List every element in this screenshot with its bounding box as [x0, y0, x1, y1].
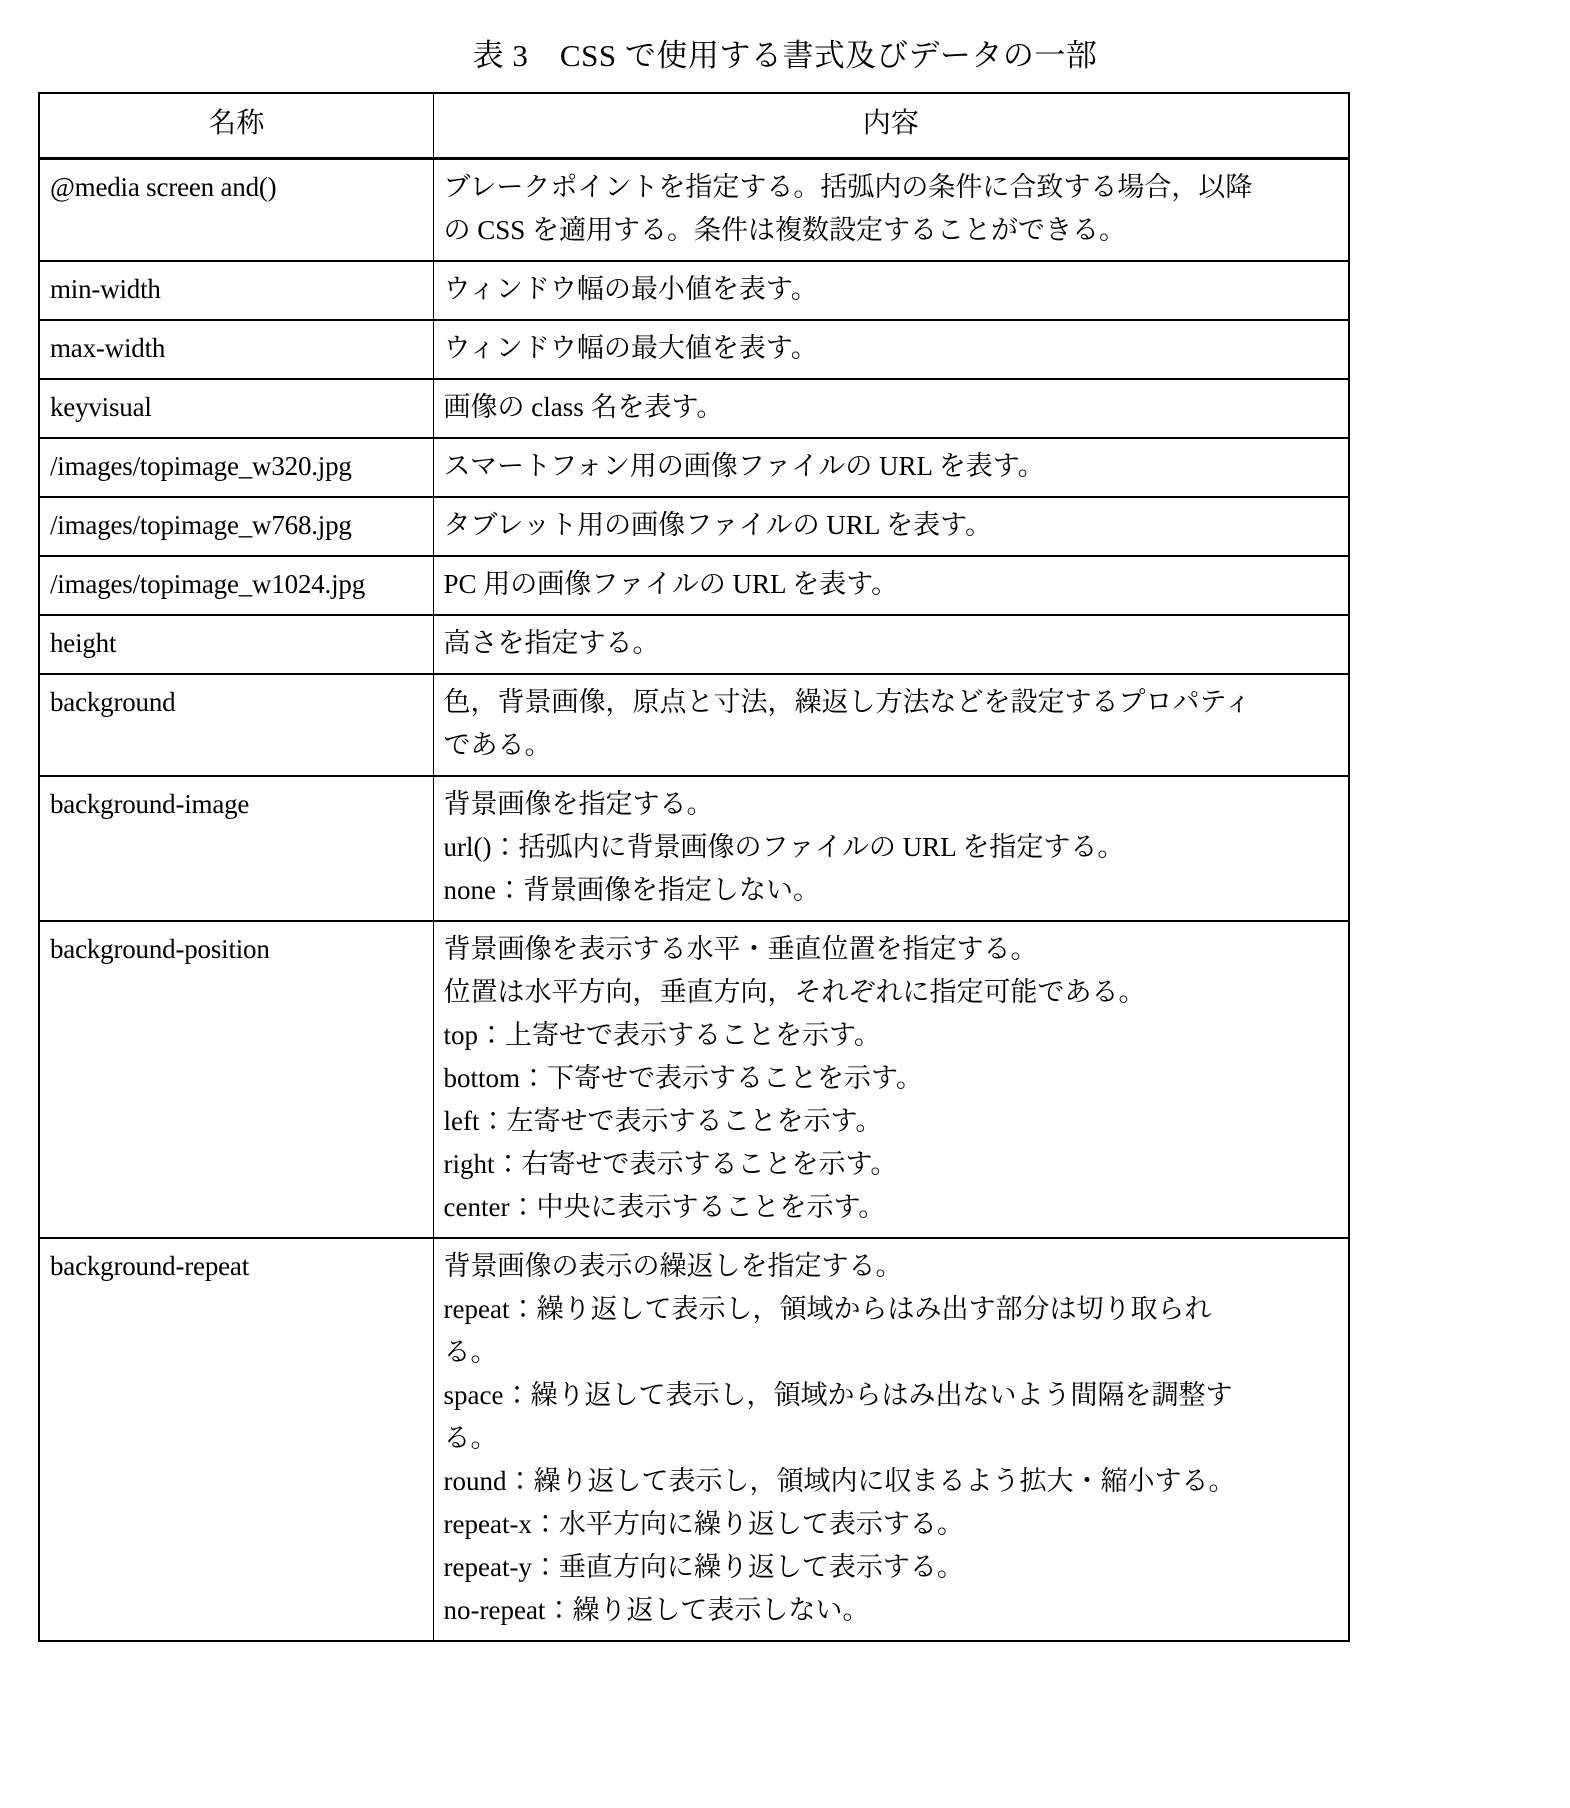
cell-name: keyvisual — [39, 379, 433, 438]
table-row — [39, 379, 1349, 438]
cell-content — [433, 776, 1349, 921]
cell-content-line: top：上寄せで表示することを示す。 — [443, 1020, 881, 1051]
cell-name: background-repeat — [39, 1238, 433, 1641]
cell-content-line: ウィンドウ幅の最大値を表す。 — [443, 332, 818, 363]
cell-content-line: る。 — [443, 1337, 498, 1368]
cell-content-line: 背景画像を表示する水平・垂直位置を指定する。 — [443, 933, 1038, 964]
cell-content-line: none：背景画像を指定しない。 — [443, 874, 820, 905]
css-reference-table — [38, 92, 1350, 1642]
cell-content-line: right：右寄せで表示することを示す。 — [443, 1149, 898, 1180]
cell-content-line: left：左寄せで表示することを示す。 — [443, 1106, 883, 1137]
column-header-name: 名称 — [39, 93, 433, 158]
table-row — [39, 776, 1349, 921]
cell-name: height — [39, 615, 433, 674]
table-row — [39, 497, 1349, 556]
table-row — [39, 921, 1349, 1238]
table-row — [39, 320, 1349, 379]
cell-content-line: る。 — [443, 1423, 498, 1454]
cell-content-line: ウィンドウ幅の最小値を表す。 — [443, 273, 818, 304]
table-container — [38, 92, 1348, 1642]
cell-content — [433, 1238, 1349, 1641]
cell-name: min-width — [39, 261, 433, 320]
cell-name: @media screen and() — [39, 158, 433, 261]
table-row — [39, 556, 1349, 615]
cell-content-line: スマートフォン用の画像ファイルの URL を表す。 — [443, 450, 1045, 481]
column-header-content: 内容 — [433, 93, 1349, 158]
cell-name: /images/topimage_w768.jpg — [39, 497, 433, 556]
cell-content-line: PC 用の画像ファイルの URL を表す。 — [443, 568, 899, 599]
table-header-row — [39, 93, 1349, 158]
cell-name: background-position — [39, 921, 433, 1238]
table-row — [39, 674, 1349, 776]
cell-content-line: タブレット用の画像ファイルの URL を表す。 — [443, 509, 992, 540]
cell-content-line: repeat-y：垂直方向に繰り返して表示する。 — [443, 1552, 964, 1583]
cell-content-line: 背景画像の表示の繰返しを指定する。 — [443, 1251, 903, 1282]
table-row — [39, 158, 1349, 261]
cell-content-line: repeat-x：水平方向に繰り返して表示する。 — [443, 1509, 964, 1540]
cell-content-line: である。 — [443, 729, 552, 760]
cell-content-line: 色，背景画像，原点と寸法，繰返し方法などを設定するプロパティ — [443, 686, 1252, 717]
cell-content-line: center：中央に表示することを示す。 — [443, 1192, 886, 1223]
cell-content-line: url()：括弧内に背景画像のファイルの URL を指定する。 — [443, 831, 1125, 862]
cell-content-line: space：繰り返して表示し，領域からはみ出ないよう間隔を調整す — [443, 1380, 1233, 1411]
cell-content-line: 高さを指定する。 — [443, 627, 660, 658]
cell-content-line: 背景画像を指定する。 — [443, 788, 714, 819]
cell-content — [433, 674, 1349, 776]
cell-content — [433, 158, 1349, 261]
table-row — [39, 438, 1349, 497]
cell-name: /images/topimage_w320.jpg — [39, 438, 433, 497]
cell-content — [433, 556, 1349, 615]
cell-content — [433, 497, 1349, 556]
cell-content-line: 画像の class 名を表す。 — [443, 391, 724, 422]
cell-content — [433, 921, 1349, 1238]
cell-content — [433, 261, 1349, 320]
cell-content-line: round：繰り返して表示し，領域内に収まるよう拡大・縮小する。 — [443, 1466, 1236, 1497]
table-caption: 表 3 CSS で使用する書式及びデータの一部 — [472, 38, 1098, 73]
cell-content-line: ブレークポイントを指定する。括弧内の条件に合致する場合，以降 — [443, 171, 1253, 202]
cell-content-line: bottom：下寄せで表示することを示す。 — [443, 1063, 923, 1094]
table-row — [39, 1238, 1349, 1641]
cell-content — [433, 320, 1349, 379]
cell-name: max-width — [39, 320, 433, 379]
cell-content — [433, 379, 1349, 438]
cell-content — [433, 438, 1349, 497]
table-row — [39, 615, 1349, 674]
table-header — [39, 93, 1349, 158]
cell-content — [433, 615, 1349, 674]
cell-name: background-image — [39, 776, 433, 921]
table-body — [39, 158, 1349, 1641]
cell-content-line: の CSS を適用する。条件は複数設定することができる。 — [443, 214, 1127, 245]
cell-name: background — [39, 674, 433, 776]
cell-content-line: repeat：繰り返して表示し，領域からはみ出す部分は切り取られ — [443, 1294, 1212, 1325]
table-row — [39, 261, 1349, 320]
cell-content-line: no-repeat：繰り返して表示しない。 — [443, 1595, 870, 1626]
cell-content-line: 位置は水平方向，垂直方向，それぞれに指定可能である。 — [443, 977, 1146, 1008]
cell-name: /images/topimage_w1024.jpg — [39, 556, 433, 615]
